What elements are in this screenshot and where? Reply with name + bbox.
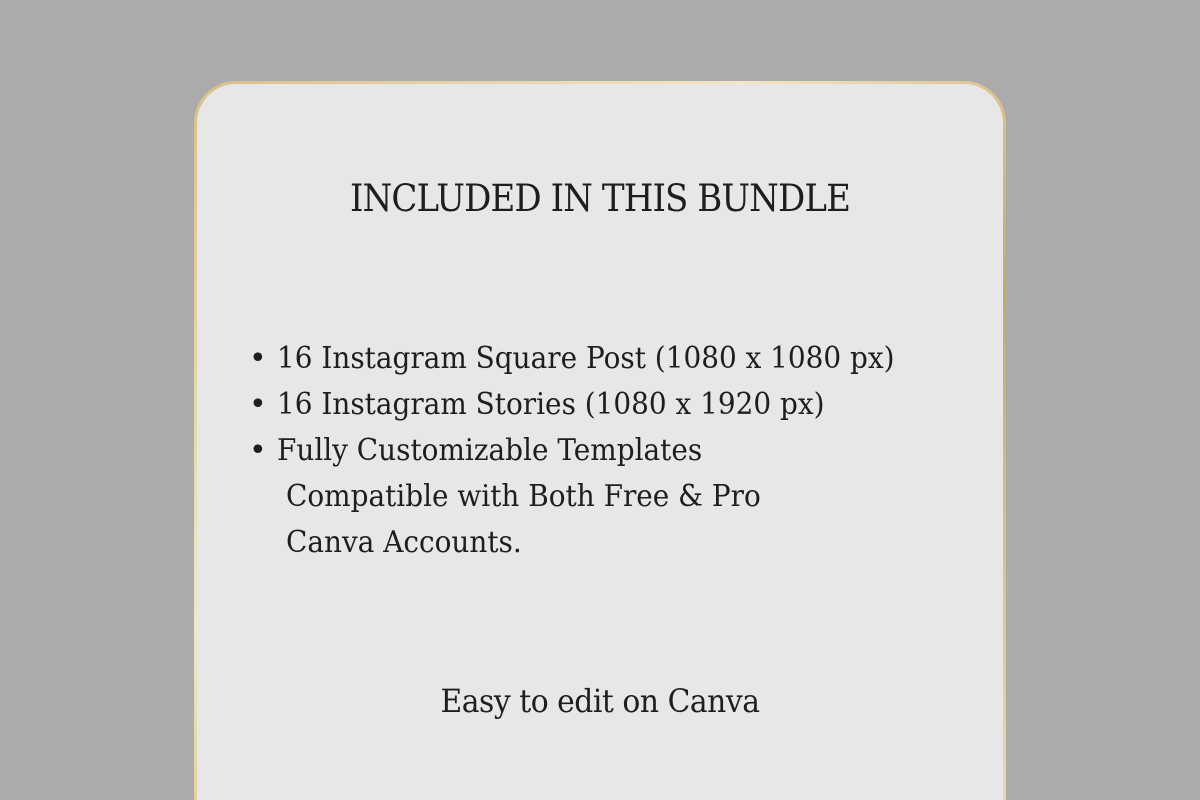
feature-continuation-text: Canva Accounts. [286,525,522,560]
card-gold-border [194,81,1006,800]
bullet-icon: • [249,341,267,376]
card-title: INCLUDED IN THIS BUNDLE [349,177,851,220]
feature-item [247,336,941,382]
feature-continuation-text: Compatible with Both Free & Pro [286,479,761,514]
feature-item-text: 16 Instagram Square Post (1080 x 1080 px) [277,341,895,376]
feature-item-text: Fully Customizable Templates [277,433,703,468]
feature-continuation-line [247,520,941,566]
feature-item [247,428,941,474]
bullet-icon: • [249,433,267,468]
feature-list [247,336,941,566]
card-footer-text: Easy to edit on Canva [440,682,760,720]
bullet-icon: • [249,387,267,422]
bundle-card [197,84,1003,800]
feature-item-text: 16 Instagram Stories (1080 x 1920 px) [277,387,825,422]
feature-continuation-line [247,474,941,520]
feature-item [247,382,941,428]
